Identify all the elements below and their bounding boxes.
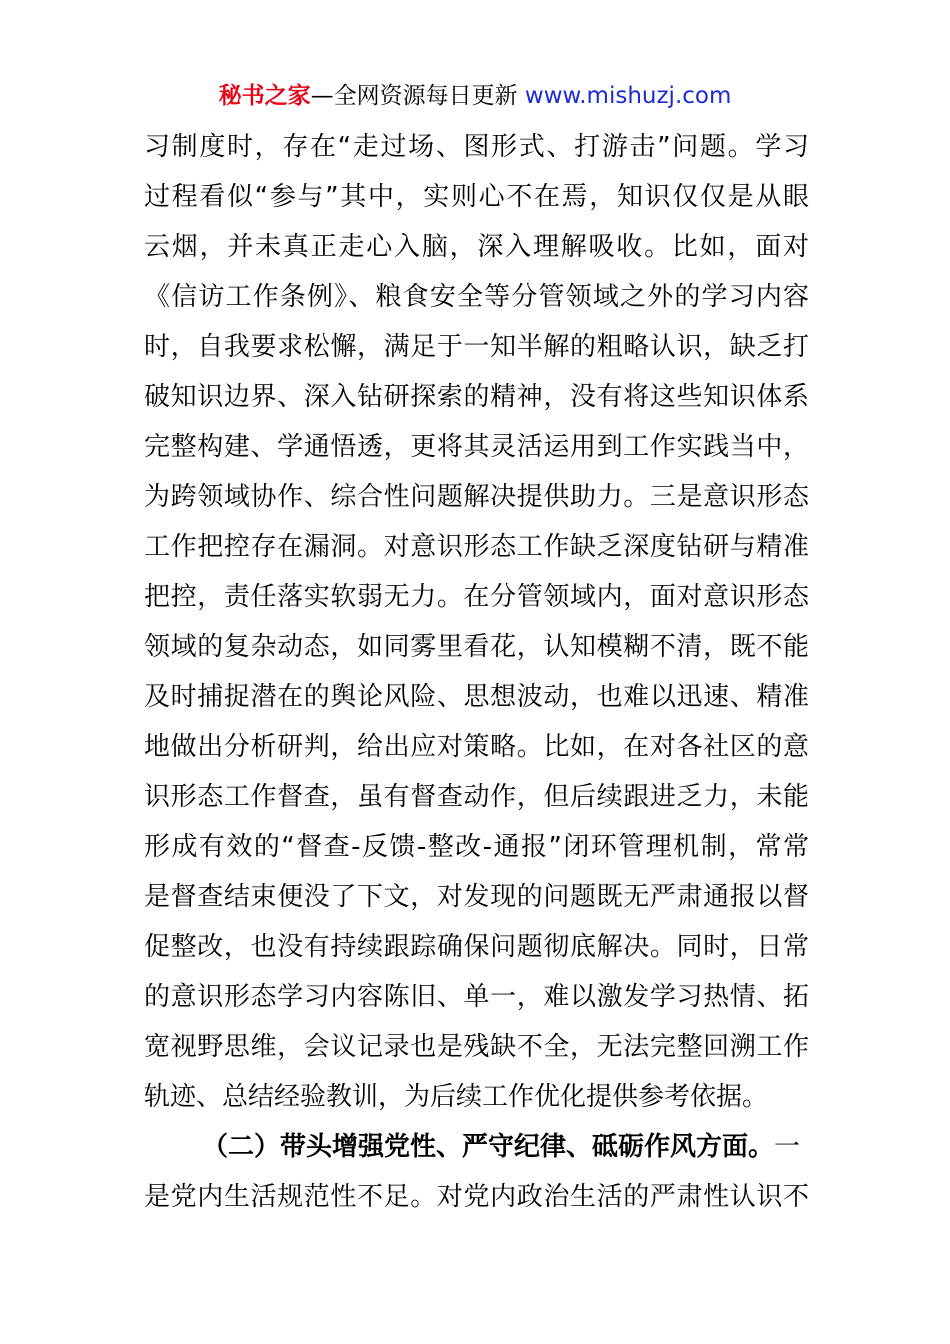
text-line: 的意识形态学习内容陈旧、单一，难以激发学习热情、拓	[144, 982, 809, 1012]
text-line: 及时捕捉潜在的舆论风险、思想波动，也难以迅速、精准	[144, 682, 809, 712]
text-line: 《信访工作条例》、粮食安全等分管领域之外的学习内容	[144, 282, 809, 312]
document-body	[144, 122, 809, 1222]
text-line: 促整改，也没有持续跟踪确保问题彻底解决。同时，日常	[144, 932, 809, 962]
section-heading: （二）带头增强党性、严守纪律、砥砺作风方面。	[202, 1132, 775, 1162]
section-heading-line	[144, 1122, 809, 1172]
text-line: 云烟，并未真正走心入脑，深入理解吸收。比如，面对	[144, 232, 809, 262]
text-line: 领域的复杂动态，如同雾里看花，认知模糊不清，既不能	[144, 632, 809, 662]
text-line: 时，自我要求松懈，满足于一知半解的粗略认识，缺乏打	[144, 332, 809, 362]
text-line: 破知识边界、深入钻研探索的精神，没有将这些知识体系	[144, 382, 809, 412]
text-line: 完整构建、学通悟透，更将其灵活运用到工作实践当中，	[144, 432, 809, 462]
page-header	[0, 78, 950, 114]
text-line: 过程看似“参与”其中，实则心不在焉，知识仅仅是从眼	[144, 182, 809, 212]
section-heading-tail: 一	[774, 1132, 801, 1162]
text-line: 习制度时，存在“走过场、图形式、打游击”问题。学习	[144, 132, 809, 162]
text-line: 把控，责任落实软弱无力。在分管领域内，面对意识形态	[144, 582, 809, 612]
header-tagline: —全网资源每日更新	[310, 83, 525, 109]
text-line: 工作把控存在漏洞。对意识形态工作缺乏深度钻研与精准	[144, 532, 809, 562]
website-link[interactable]: www.mishuzj.com	[524, 83, 732, 109]
text-line: 为跨领域协作、综合性问题解决提供助力。三是意识形态	[144, 482, 809, 512]
text-line: 宽视野思维，会议记录也是残缺不全，无法完整回溯工作	[144, 1032, 809, 1062]
text-line: 识形态工作督查，虽有督查动作，但后续跟进乏力，未能	[144, 782, 809, 812]
brand-name: 秘书之家	[218, 83, 311, 109]
text-line: 是督查结束便没了下文，对发现的问题既无严肃通报以督	[144, 882, 809, 912]
text-line: 轨迹、总结经验教训，为后续工作优化提供参考依据。	[144, 1082, 769, 1112]
text-line: 地做出分析研判，给出应对策略。比如，在对各社区的意	[144, 732, 809, 762]
text-line: 是党内生活规范性不足。对党内政治生活的严肃性认识不	[144, 1182, 809, 1212]
text-line: 形成有效的“督查-反馈-整改-通报”闭环管理机制，常常	[144, 832, 809, 862]
